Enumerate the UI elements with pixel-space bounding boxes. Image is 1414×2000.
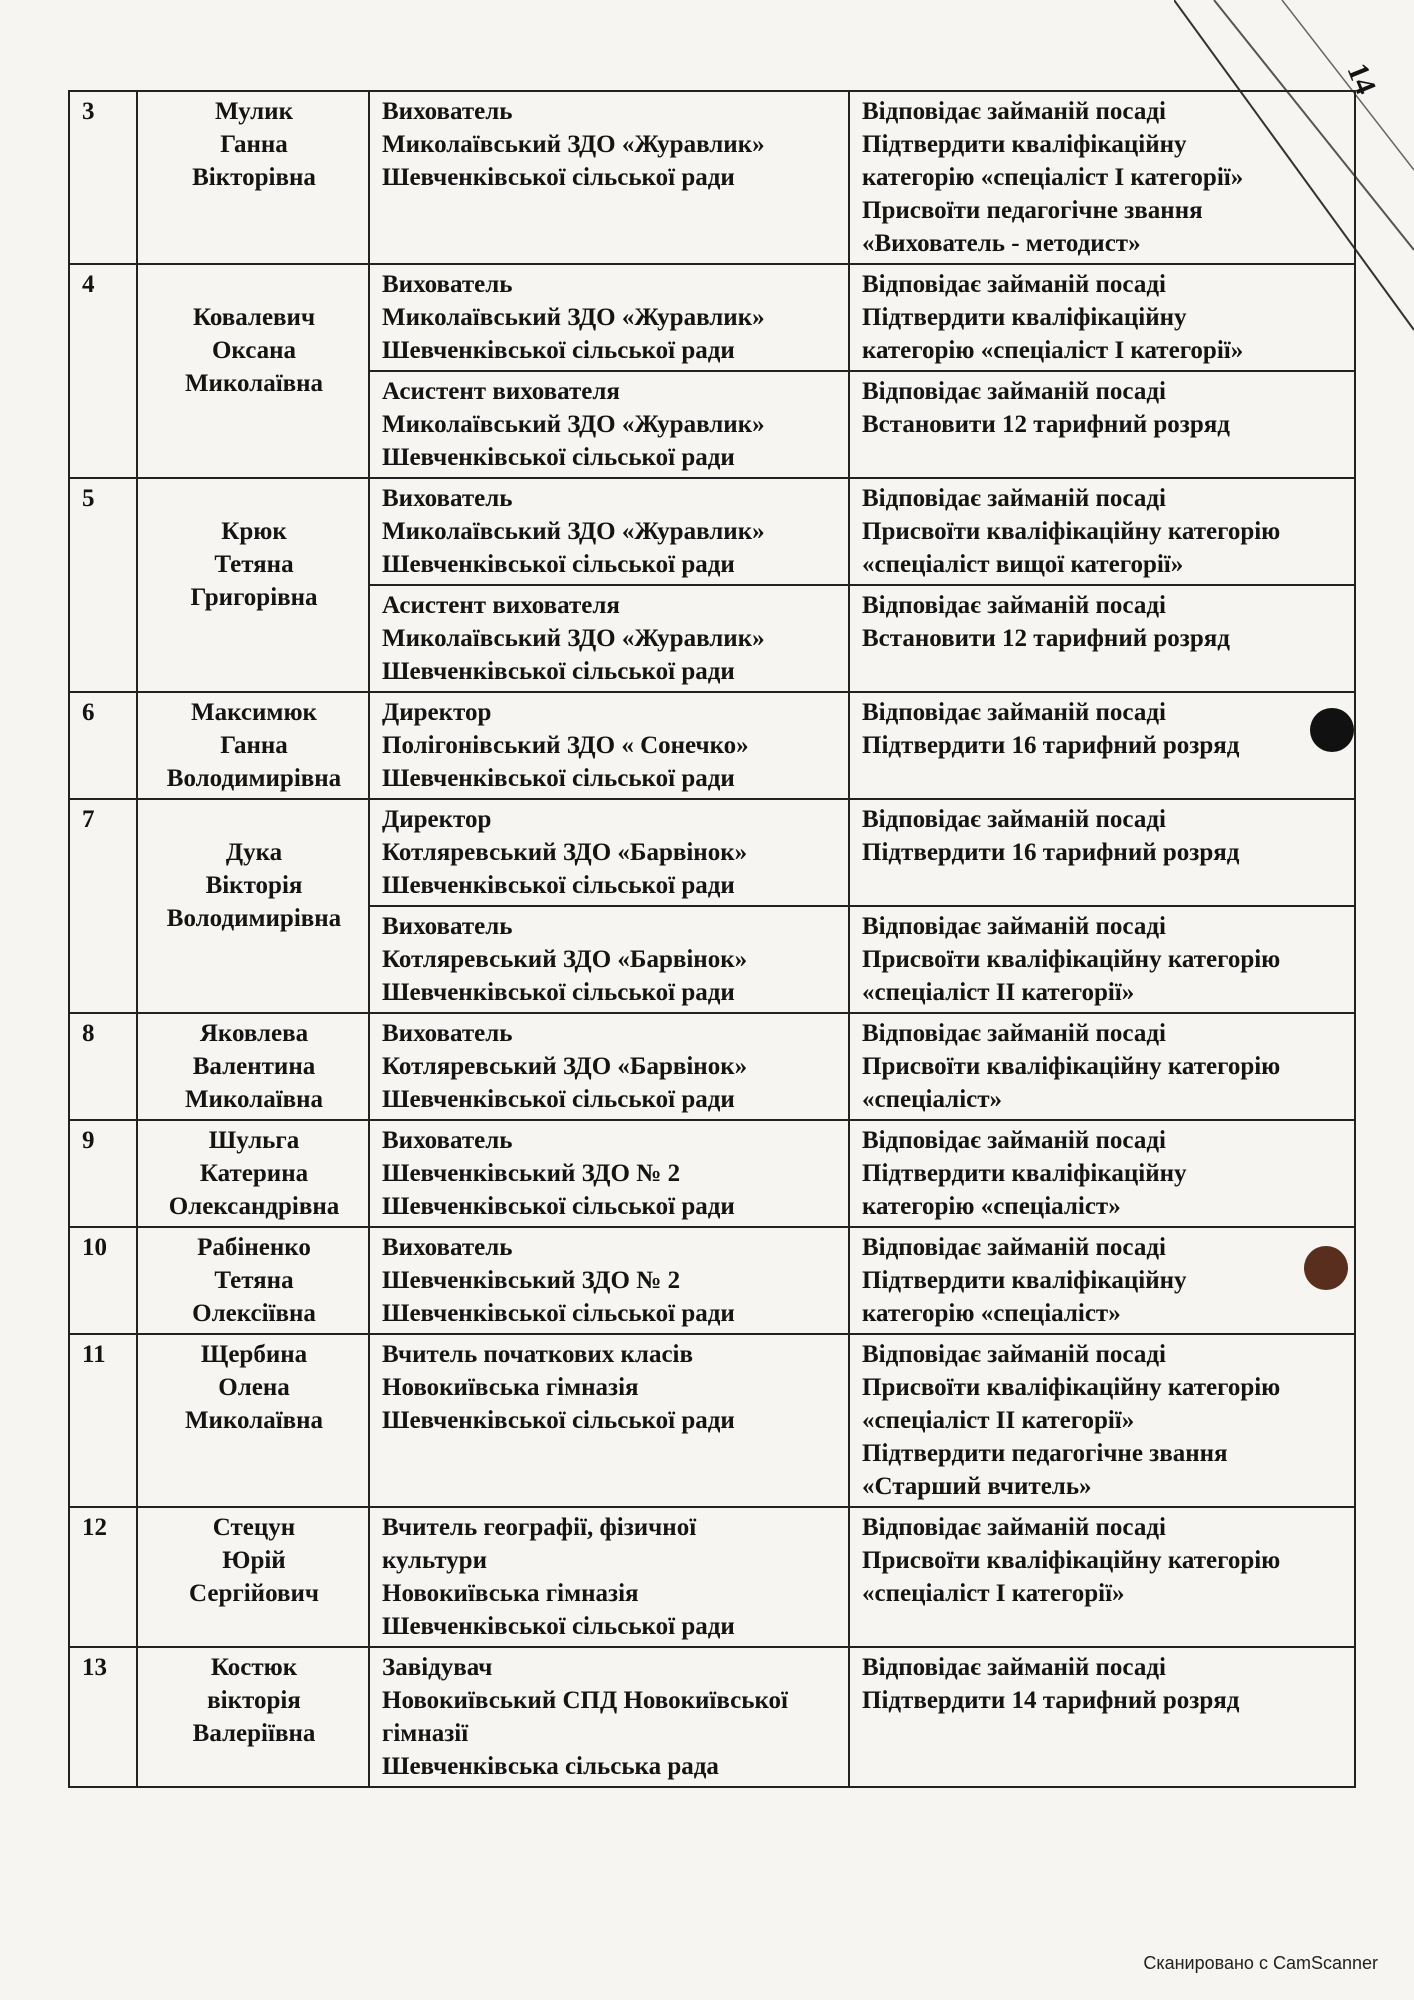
position-line: Новокиївський СПД Новокиївської [382, 1687, 788, 1714]
name-line: Мулик [215, 98, 293, 125]
position-cell [369, 692, 849, 799]
position-line: Котляревський ЗДО «Барвінок» [382, 839, 748, 866]
row-number-cell: 10 [69, 1227, 137, 1334]
name-line: Григорівна [190, 584, 318, 611]
decision-cell [849, 264, 1355, 371]
name-line: Крюк [221, 518, 287, 545]
name-line: Олександрівна [168, 1193, 340, 1220]
row-number-cell: 13 [69, 1647, 137, 1787]
decision-line: Відповідає займаній посаді [862, 1514, 1166, 1541]
row-number-cell: 3 [69, 91, 137, 264]
position-line: Завідувач [382, 1654, 493, 1681]
name-line: Сергійович [189, 1580, 319, 1607]
position-line: Шевченківської сільської ради [382, 1407, 735, 1434]
decision-line: Підтвердити педагогічне звання [862, 1440, 1228, 1467]
name-line: Ганна [220, 732, 288, 759]
position-line: Шевченківської сільської ради [382, 444, 735, 471]
decision-line: Відповідає займаній посаді [862, 806, 1166, 833]
person-name-cell [137, 799, 369, 1013]
position-line: Директор [382, 806, 492, 833]
name-line: Тетяна [214, 1267, 294, 1294]
position-line: Полігонівський ЗДО « Сонечко» [382, 732, 749, 759]
table-row [69, 478, 1355, 585]
decision-line: Присвоїти кваліфікаційну категорію [862, 946, 1281, 973]
decision-line: «Старший вчитель» [862, 1473, 1092, 1500]
position-line: Вихователь [382, 485, 513, 512]
decision-line: Встановити 12 тарифний розряд [862, 625, 1230, 652]
position-line: Асистент вихователя [382, 378, 620, 405]
decision-line: Відповідає займаній посаді [862, 1020, 1166, 1047]
name-line: Щербина [200, 1341, 308, 1368]
decision-cell [849, 1227, 1355, 1334]
position-cell [369, 1227, 849, 1334]
decision-cell [849, 1647, 1355, 1787]
person-name-cell [137, 1507, 369, 1647]
decision-cell [849, 371, 1355, 478]
name-line: Володимирівна [166, 905, 342, 932]
decision-line: Підтвердити кваліфікаційну [862, 1160, 1187, 1187]
position-line: Котляревський ЗДО «Барвінок» [382, 1053, 748, 1080]
position-line: Вчитель початкових класів [382, 1341, 693, 1368]
position-cell [369, 1507, 849, 1647]
decision-line: Присвоїти кваліфікаційну категорію [862, 518, 1281, 545]
decision-line: Відповідає займаній посаді [862, 1127, 1166, 1154]
decision-line: Підтвердити 16 тарифний розряд [862, 732, 1240, 759]
row-number-cell: 8 [69, 1013, 137, 1120]
position-line: Миколаївський ЗДО «Журавлик» [382, 411, 765, 438]
person-name-cell [137, 1334, 369, 1507]
position-cell [369, 478, 849, 585]
position-line: Котляревський ЗДО «Барвінок» [382, 946, 748, 973]
page-number: 14 [1340, 58, 1383, 99]
position-line: Шевченківської сільської ради [382, 1613, 735, 1640]
position-line: Вчитель географії, фізичної [382, 1514, 697, 1541]
decision-line: «спеціаліст» [862, 1086, 1003, 1113]
position-line: Вихователь [382, 1234, 513, 1261]
position-line: Шевченківської сільської ради [382, 979, 735, 1006]
decision-cell [849, 692, 1355, 799]
decision-line: Відповідає займаній посаді [862, 271, 1166, 298]
position-line: Миколаївський ЗДО «Журавлик» [382, 625, 765, 652]
person-name-cell [137, 91, 369, 264]
row-number-cell: 9 [69, 1120, 137, 1227]
decision-line: Підтвердити 16 тарифний розряд [862, 839, 1240, 866]
name-line: Рабіненко [197, 1234, 311, 1261]
position-cell [369, 371, 849, 478]
decision-line: «спеціаліст II категорії» [862, 1407, 1135, 1434]
decision-cell [849, 1334, 1355, 1507]
row-number-cell: 5 [69, 478, 137, 692]
position-line: Вихователь [382, 271, 513, 298]
name-line: Олена [218, 1374, 290, 1401]
position-line: Шевченківської сільської ради [382, 164, 735, 191]
row-number-cell: 12 [69, 1507, 137, 1647]
name-line: Шульга [208, 1127, 300, 1154]
name-line: Володимирівна [166, 765, 342, 792]
name-line: вікторія [207, 1687, 301, 1714]
decision-line: Присвоїти кваліфікаційну категорію [862, 1374, 1281, 1401]
row-number-cell: 11 [69, 1334, 137, 1507]
staff-attestation-table [68, 90, 1356, 1788]
position-line: Шевченківський ЗДО № 2 [382, 1160, 681, 1187]
decision-line: «спеціаліст II категорії» [862, 979, 1135, 1006]
position-cell [369, 585, 849, 692]
decision-cell [849, 585, 1355, 692]
decision-line: Відповідає займаній посаді [862, 485, 1166, 512]
position-cell [369, 1334, 849, 1507]
person-name-cell [137, 1120, 369, 1227]
table-row [69, 1507, 1355, 1647]
name-line: Яковлева [199, 1020, 309, 1047]
name-line: Вікторія [205, 872, 303, 899]
position-cell [369, 906, 849, 1013]
table-row [69, 1227, 1355, 1334]
name-line: Миколаївна [184, 370, 324, 397]
table-row [69, 1334, 1355, 1507]
position-line: Миколаївський ЗДО «Журавлик» [382, 304, 765, 331]
position-cell [369, 264, 849, 371]
decision-line: Присвоїти кваліфікаційну категорію [862, 1547, 1281, 1574]
decision-line: Підтвердити кваліфікаційну [862, 304, 1187, 331]
person-name-cell [137, 1013, 369, 1120]
decision-line: Присвоїти педагогічне звання [862, 197, 1203, 224]
position-cell [369, 1647, 849, 1787]
table-body [69, 91, 1355, 1787]
position-line: Шевченківської сільської ради [382, 551, 735, 578]
name-line: Олексіївна [192, 1300, 316, 1327]
name-line: Катерина [199, 1160, 309, 1187]
position-line: гімназії [382, 1720, 469, 1747]
person-name-cell [137, 1647, 369, 1787]
position-line: Вихователь [382, 98, 513, 125]
position-line: Шевченківської сільської ради [382, 872, 735, 899]
decision-cell [849, 1507, 1355, 1647]
table-row [69, 264, 1355, 371]
position-cell [369, 799, 849, 906]
position-line: Шевченківської сільської ради [382, 1086, 735, 1113]
decision-line: Відповідає займаній посаді [862, 1341, 1166, 1368]
decision-line: категорію «спеціаліст I категорії» [862, 337, 1244, 364]
decision-line: Відповідає займаній посаді [862, 98, 1166, 125]
position-line: Шевченківська сільська рада [382, 1753, 719, 1780]
person-name-cell [137, 478, 369, 692]
name-line: Оксана [211, 337, 297, 364]
name-line: Ганна [220, 131, 288, 158]
decision-cell [849, 906, 1355, 1013]
row-number-cell: 7 [69, 799, 137, 1013]
decision-line: категорію «спеціаліст» [862, 1300, 1121, 1327]
position-line: Вихователь [382, 1020, 513, 1047]
position-cell [369, 91, 849, 264]
position-line: Шевченківської сільської ради [382, 337, 735, 364]
name-line: Миколаївна [184, 1407, 324, 1434]
table-row [69, 1647, 1355, 1787]
decision-cell [849, 1013, 1355, 1120]
table-row [69, 799, 1355, 906]
decision-cell [849, 478, 1355, 585]
position-line: Миколаївський ЗДО «Журавлик» [382, 131, 765, 158]
decision-line: категорію «спеціаліст I категорії» [862, 164, 1244, 191]
decision-line: Підтвердити кваліфікаційну [862, 131, 1187, 158]
person-name-cell [137, 692, 369, 799]
table-row [69, 692, 1355, 799]
person-name-cell [137, 264, 369, 478]
position-line: Шевченківської сільської ради [382, 765, 735, 792]
decision-cell [849, 799, 1355, 906]
position-cell [369, 1120, 849, 1227]
decision-line: Підтвердити кваліфікаційну [862, 1267, 1187, 1294]
row-number-cell: 6 [69, 692, 137, 799]
position-line: Шевченківської сільської ради [382, 658, 735, 685]
decision-line: Підтвердити 14 тарифний розряд [862, 1687, 1240, 1714]
name-line: Миколаївна [184, 1086, 324, 1113]
position-line: Шевченківський ЗДО № 2 [382, 1267, 681, 1294]
name-line: Валентина [192, 1053, 316, 1080]
decision-line: «спеціаліст вищої категорії» [862, 551, 1184, 578]
name-line: Вікторівна [192, 164, 316, 191]
decision-line: Відповідає займаній посаді [862, 378, 1166, 405]
decision-line: категорію «спеціаліст» [862, 1193, 1121, 1220]
person-name-cell [137, 1227, 369, 1334]
position-line: Вихователь [382, 913, 513, 940]
row-number-cell: 4 [69, 264, 137, 478]
decision-line: Присвоїти кваліфікаційну категорію [862, 1053, 1281, 1080]
position-line: Шевченківської сільської ради [382, 1300, 735, 1327]
name-line: Тетяна [214, 551, 294, 578]
name-line: Костюк [210, 1654, 298, 1681]
table-row [69, 91, 1355, 264]
name-line: Максимюк [191, 699, 317, 726]
name-line: Юрій [222, 1547, 286, 1574]
position-cell [369, 1013, 849, 1120]
name-line: Стецун [212, 1514, 296, 1541]
table-row [69, 1013, 1355, 1120]
position-line: Новокиївська гімназія [382, 1580, 639, 1607]
position-line: Шевченківської сільської ради [382, 1193, 735, 1220]
decision-cell [849, 91, 1355, 264]
name-line: Дука [225, 839, 283, 866]
position-line: Новокиївська гімназія [382, 1374, 639, 1401]
table-row [69, 1120, 1355, 1227]
decision-line: «Вихователь - методист» [862, 230, 1141, 257]
decision-line: Відповідає займаній посаді [862, 699, 1166, 726]
scanner-footer: Сканировано с CamScanner [1143, 1953, 1378, 1973]
decision-line: Відповідає займаній посаді [862, 1234, 1166, 1261]
position-line: Миколаївський ЗДО «Журавлик» [382, 518, 765, 545]
position-line: Асистент вихователя [382, 592, 620, 619]
decision-line: Відповідає займаній посаді [862, 592, 1166, 619]
decision-line: Встановити 12 тарифний розряд [862, 411, 1230, 438]
position-line: Директор [382, 699, 492, 726]
name-line: Валеріївна [192, 1720, 316, 1747]
position-line: культури [382, 1547, 487, 1574]
position-line: Вихователь [382, 1127, 513, 1154]
name-line: Ковалевич [192, 304, 316, 331]
decision-cell [849, 1120, 1355, 1227]
decision-line: Відповідає займаній посаді [862, 1654, 1166, 1681]
decision-line: Відповідає займаній посаді [862, 913, 1166, 940]
decision-line: «спеціаліст I категорії» [862, 1580, 1125, 1607]
